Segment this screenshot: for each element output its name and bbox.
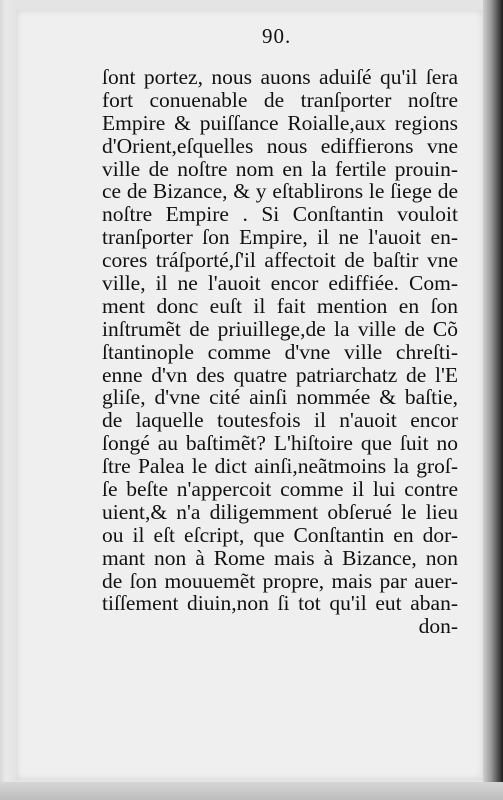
text-line: inſtrumẽt de priuillege,de la ville de Cõ	[102, 316, 458, 341]
body-text	[102, 66, 458, 638]
scan-bottom-edge	[0, 782, 503, 800]
text-line: uient,& n'a diligemment obſerué le lieu	[102, 499, 458, 524]
catchword: don-	[418, 614, 458, 639]
text-line: gliſe, d'vne cité ainſi nommée & baſtie,	[102, 385, 458, 410]
text-line: fort conuenable de tranſporter noſtre	[102, 87, 458, 112]
text-line: cores tráſporté,ſ'il affectoit de baſtir vne	[102, 248, 458, 273]
text-line: tiſſement diuin,non ſi tot qu'il eut aban-	[102, 591, 458, 616]
text-line: ment donc euſt il fait mention en ſon	[102, 293, 458, 318]
text-line: de ſon mouuemẽt propre, mais par auer-	[102, 568, 458, 593]
text-line: ſongé au baſtimẽt? L'hiſtoire que ſuit no	[102, 431, 458, 456]
page-number: 90.	[262, 24, 292, 48]
text-line: ſe beſte n'appercoit comme il lui contre	[102, 477, 458, 502]
text-line: ou il eſt eſcript, que Conſtantin en dor-	[102, 522, 458, 547]
text-line: enne d'vn des quatre patriarchatz de l'E	[102, 362, 458, 387]
text-line: ſtantinople comme d'vne ville chreſti-	[102, 339, 458, 364]
text-line: ville, il ne l'auoit encor ediffiée. Com-	[102, 271, 458, 296]
text-line: ſtre Palea le dict ainſi,neãtmoins la groſ-	[102, 454, 458, 479]
text-line: tranſporter ſon Empire, il ne l'auoit en-	[102, 225, 458, 250]
text-line: d'Orient,eſquelles nous ediffierons vne	[102, 133, 458, 158]
text-line: noſtre Empire . Si Conſtantin vouloit	[102, 202, 458, 227]
text-line: ſont portez, nous auons aduiſé qu'il ſera	[102, 65, 458, 89]
book-edge	[483, 0, 503, 800]
text-line: ce de Bizance, & y eſtablirons le ſiege de	[102, 179, 458, 204]
text-line: Empire & puiſſance Roialle,aux regions	[102, 110, 458, 135]
text-line: de laquelle toutesfois il n'auoit encor	[102, 408, 458, 433]
text-line: mant non à Rome mais à Bizance, non	[102, 545, 458, 570]
text-line: ville de noſtre nom en la fertile prouin-	[102, 156, 458, 181]
